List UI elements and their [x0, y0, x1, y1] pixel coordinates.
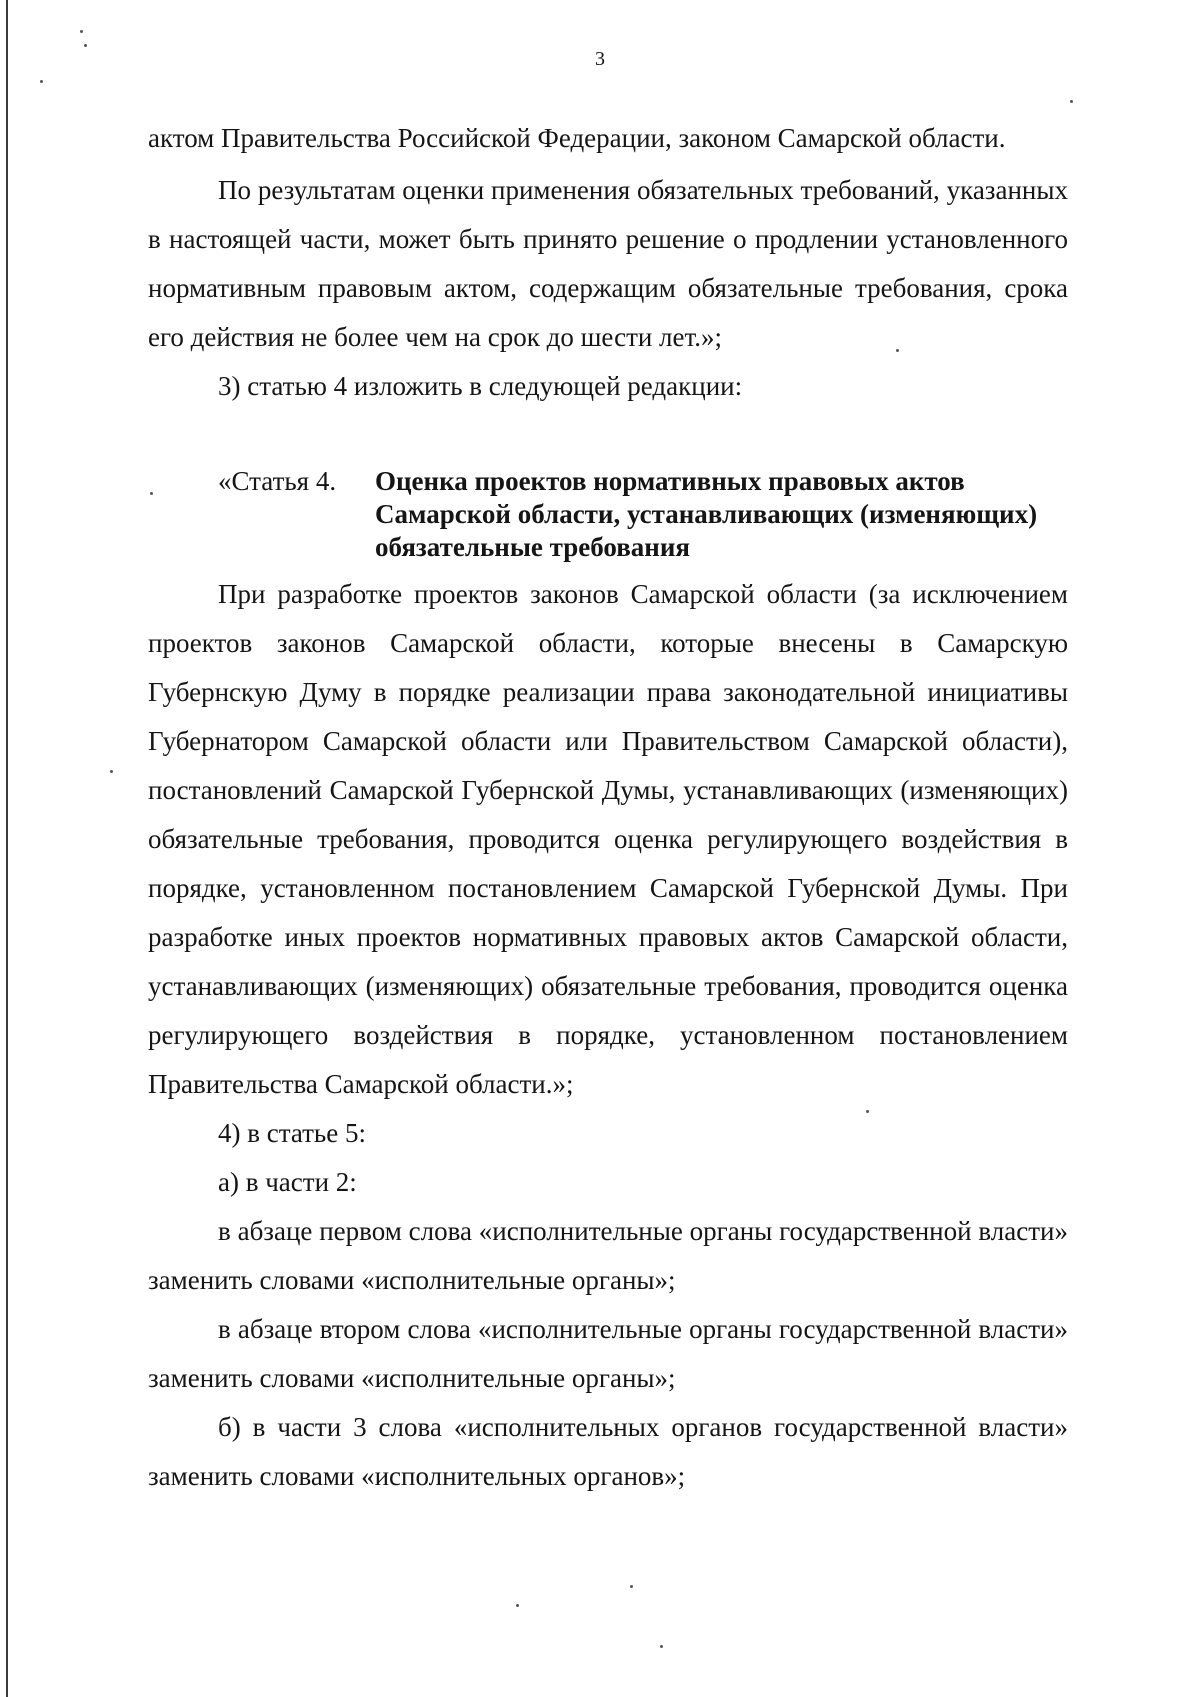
paragraph: При разработке проектов законов Самарской области (за исключением проектов законов Самарской области, которые внесены в Самарскую Губернскую Думу в порядке реализации права законодательной инициативы Губернатором Самарской области или Правительством Самарской области), постановлений Самарской Губернской Думы, устанавливающих (изменяющих) обязательные требования, проводится оценка регулирующего воздействия в порядке, установленном постановлением Самарской Губернской Думы. При разработке иных проектов нормативных правовых актов Самарской области, устанавливающих (изменяющих) обязательные требования, проводится оценка регулирующего воздействия в порядке, установленном постановлением Правительства Самарской области.»;	[148, 579, 1068, 1099]
article-title: Оценка проектов нормативных правовых актов Самарской области, устанавливающих (изменяющих) обязательные требования	[375, 466, 1038, 562]
paragraph: По результатам оценки применения обязательных требований, указанных в настоящей части, может быть принято решение о продлении установленного нормативным правовым актом, содержащим обязательные требования, срока его действия не более чем на срок до шести лет.»;	[148, 175, 1068, 352]
scan-speck	[40, 80, 43, 83]
paragraph-item-a: а) в части 2:	[218, 1167, 357, 1197]
scan-speck	[110, 770, 113, 773]
paragraph-item-4: 4) в статье 5:	[218, 1118, 366, 1148]
scan-speck	[660, 1645, 663, 1648]
paragraph-item-b: б) в части 3 слова «исполнительных органов государственной власти» заменить словами «исполнительных органов»;	[148, 1412, 1068, 1491]
scan-speck	[516, 1604, 519, 1607]
paragraph-continuation: актом Правительства Российской Федерации, законом Самарской области.	[148, 123, 1006, 153]
page-number: 3	[595, 48, 605, 70]
article-heading	[218, 465, 1058, 564]
text-block-top	[148, 114, 1068, 163]
scan-speck	[866, 1110, 869, 1113]
scan-speck	[150, 492, 153, 495]
paragraph: в абзаце втором слова «исполнительные органы государственной власти» заменить словами «исполнительные органы»;	[148, 1314, 1068, 1393]
text-block-before-article	[148, 166, 1068, 411]
scan-speck	[80, 30, 83, 33]
paragraph: в абзаце первом слова «исполнительные органы государственной власти» заменить словами «исполнительные органы»;	[148, 1216, 1068, 1295]
article-label: «Статья 4.	[218, 466, 337, 496]
scan-speck	[630, 1585, 633, 1588]
scan-left-edge	[6, 0, 8, 1697]
scan-speck	[84, 44, 87, 47]
text-block-after-article	[148, 570, 1068, 1501]
scan-speck	[1070, 100, 1073, 103]
scan-speck	[896, 349, 899, 352]
paragraph-item-3: 3) статью 4 изложить в следующей редакции:	[218, 371, 743, 401]
